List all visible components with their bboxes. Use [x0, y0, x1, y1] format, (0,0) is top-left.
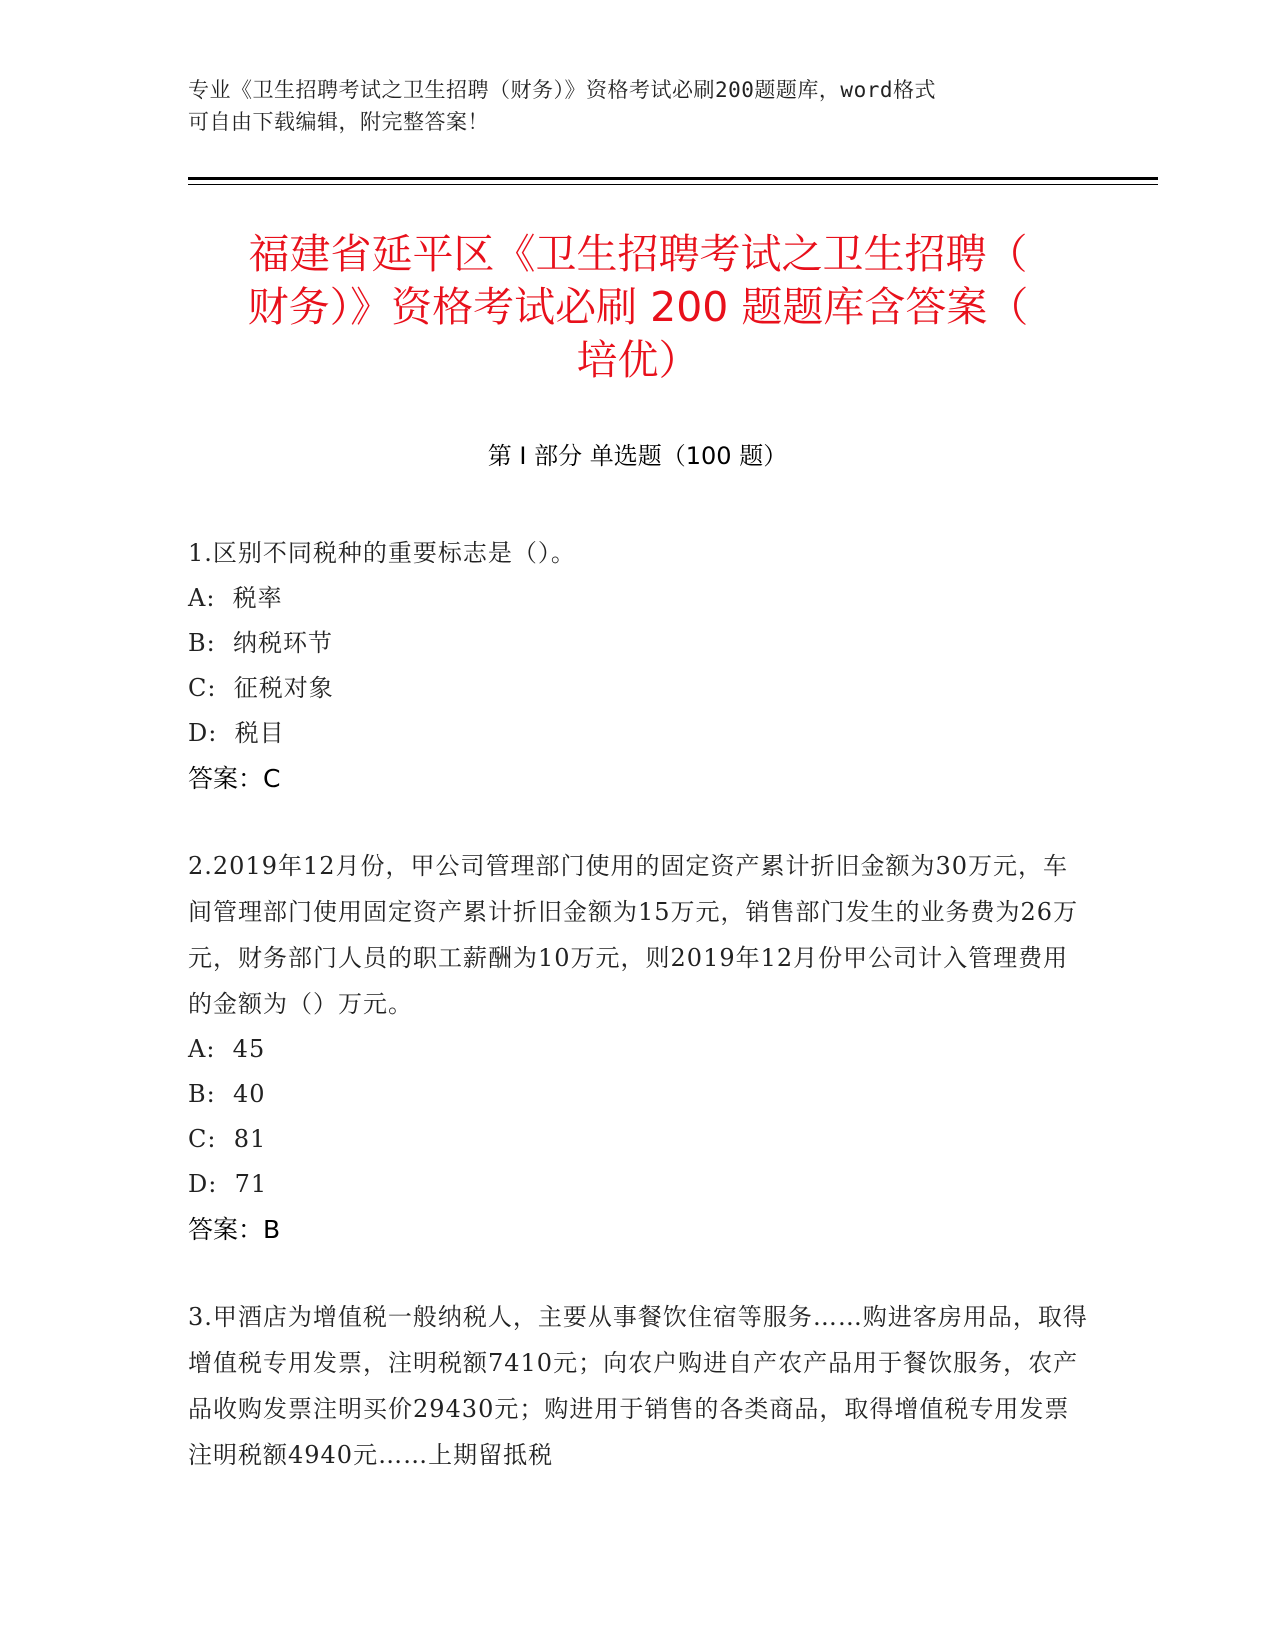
option-a: A: 45	[188, 1035, 266, 1063]
title-line-1: 福建省延平区《卫生招聘考试之卫生招聘（	[248, 230, 1028, 278]
header-divider-thin	[188, 184, 1158, 185]
title-line-3: 培优）	[576, 336, 700, 384]
option-d: D: 税目	[188, 719, 285, 747]
option-a: A: 税率	[188, 584, 283, 612]
answer-label: 答案：C	[188, 764, 281, 793]
section-heading: 第 I 部分 单选题（100 题）	[487, 442, 788, 470]
question-2	[188, 843, 1088, 1252]
intro-line-1: 专业《卫生招聘考试之卫生招聘（财务）》资格考试必刷200题题库，word格式	[188, 78, 936, 102]
question-1	[188, 530, 1088, 801]
intro-line-2: 可自由下载编辑，附完整答案！	[188, 110, 489, 134]
answer-label: 答案：B	[188, 1215, 281, 1244]
question-text: 2.2019年12月份，甲公司管理部门使用的固定资产累计折旧金额为30万元，车间管理部门使用固定资产累计折旧金额为15万元，销售部门发生的业务费为26万元，财务部门人员的职工薪酬为10万元，则2019年12月份甲公司计入管理费用的金额为（）万元。	[188, 852, 1079, 1018]
option-c: C: 征税对象	[188, 674, 334, 702]
option-d: D: 71	[188, 1170, 268, 1198]
option-b: B: 纳税环节	[188, 629, 333, 657]
header-divider-thick	[188, 177, 1158, 180]
question-list	[188, 530, 1088, 1520]
document-title	[188, 228, 1088, 387]
intro-text	[188, 74, 1068, 138]
question-text: 1.区别不同税种的重要标志是（）。	[188, 539, 576, 567]
question-text: 3.甲酒店为增值税一般纳税人，主要从事餐饮住宿等服务……购进客房用品，取得增值税专用发票，注明税额7410元；向农户购进自产农产品用于餐饮服务，农产品收购发票注明买价29430元；购进用于销售的各类商品，取得增值税专用发票注明税额4940元……上期留抵税	[188, 1303, 1088, 1469]
option-c: C: 81	[188, 1125, 267, 1153]
title-line-2: 财务）》资格考试必刷 200 题题库含答案（	[247, 283, 1029, 331]
question-3	[188, 1294, 1088, 1478]
option-b: B: 40	[188, 1080, 266, 1108]
